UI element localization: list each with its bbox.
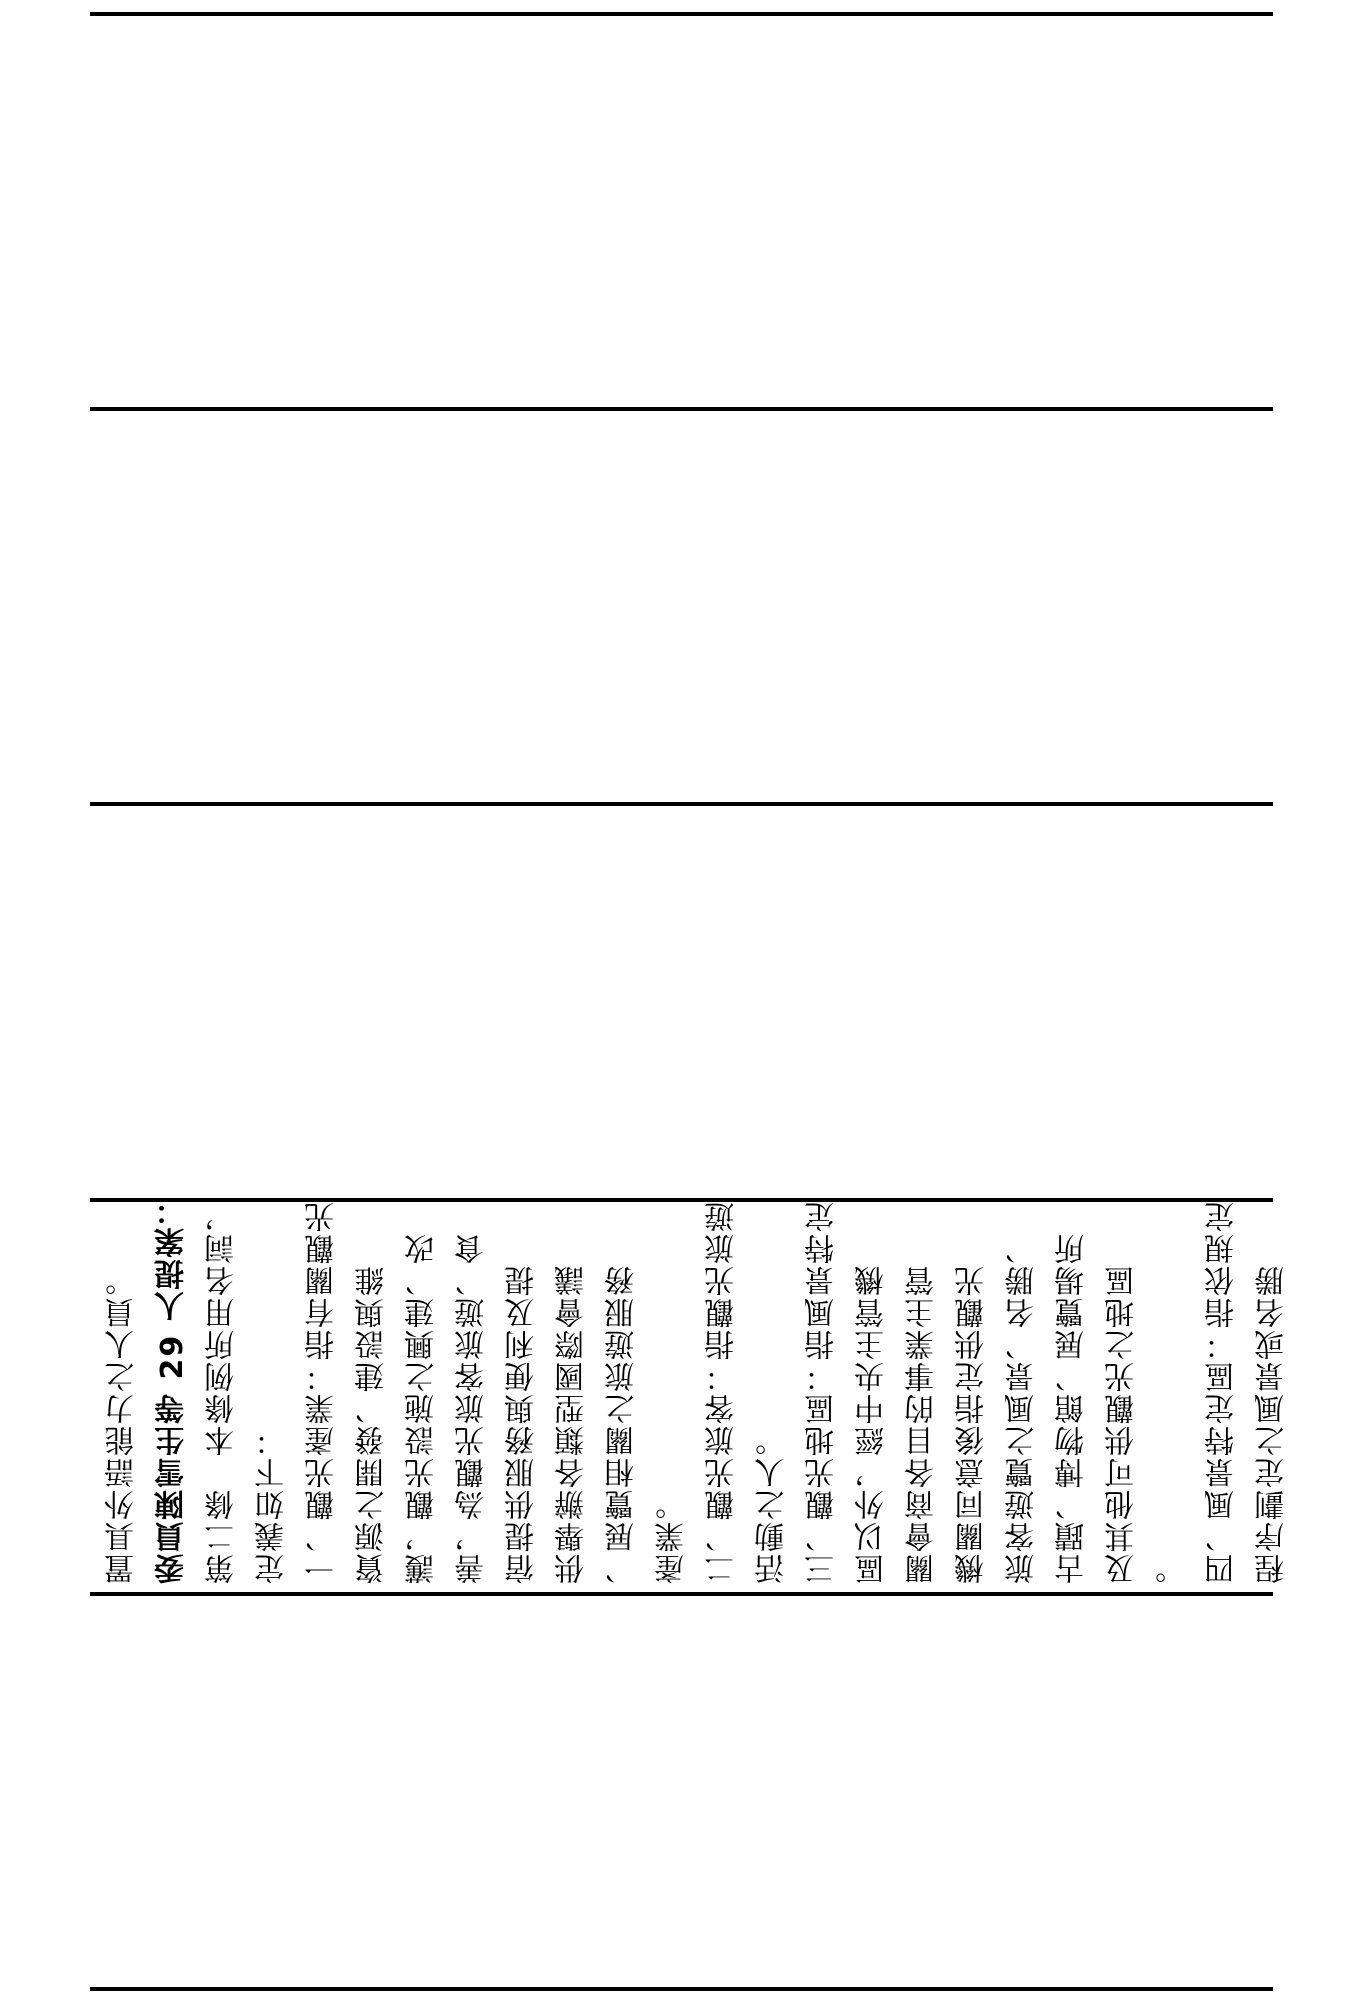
table-rule-4 bbox=[90, 1198, 1273, 1202]
text-line: 二、觀光旅客：指觀光旅遊 bbox=[705, 1200, 740, 1584]
text-line: 三、觀光地區：指風景特定 bbox=[805, 1200, 840, 1584]
text-line: 宿提供服務與便利及提 bbox=[505, 1264, 540, 1584]
text-line: 古蹟、博物館、展覽場所 bbox=[1055, 1232, 1090, 1584]
text-line: 機關同意後指定供觀光 bbox=[955, 1264, 990, 1584]
text-line: 產業。 bbox=[655, 1488, 690, 1584]
text-line: 委員陳雪生等 29 人提案： bbox=[155, 1193, 190, 1584]
text-line: 資源之開發、建設與維 bbox=[355, 1264, 390, 1584]
text-line: 旅客遊覽之風景、名勝、 bbox=[1005, 1232, 1040, 1584]
proposal-text-block bbox=[98, 1193, 1290, 1584]
text-line: 善，為觀光旅客旅遊、食 bbox=[455, 1232, 490, 1584]
text-line: 、展覽相關之旅遊服務 bbox=[605, 1264, 640, 1584]
table-rule-6 bbox=[90, 1987, 1273, 1991]
text-line: 活動之人。 bbox=[755, 1424, 790, 1584]
table-rule-2 bbox=[90, 407, 1273, 411]
text-line: 第二條 本條例所用名詞， bbox=[205, 1200, 240, 1584]
text-line: 一、觀光產業：指有關觀光 bbox=[305, 1200, 340, 1584]
table-rule-1 bbox=[90, 12, 1273, 16]
text-line: 護，觀光設施之興建、改 bbox=[405, 1232, 440, 1584]
text-line: 區以外，經中央主管機 bbox=[855, 1264, 890, 1584]
text-line: 關會商各目的事業主管 bbox=[905, 1264, 940, 1584]
table-rule-3 bbox=[90, 802, 1273, 806]
text-line: 程序劃定之風景或名勝 bbox=[1255, 1264, 1290, 1584]
text-line: 及其他可供觀光之地區 bbox=[1105, 1264, 1140, 1584]
text-line: 定義如下： bbox=[255, 1424, 290, 1584]
text-line: 供舉辦各類型國際會議 bbox=[555, 1264, 590, 1584]
text-line: 。 bbox=[1155, 1552, 1190, 1584]
text-line: 置具外語能力之人員。 bbox=[105, 1264, 140, 1584]
text-line: 四、風景特定區：指依規定 bbox=[1205, 1200, 1240, 1584]
